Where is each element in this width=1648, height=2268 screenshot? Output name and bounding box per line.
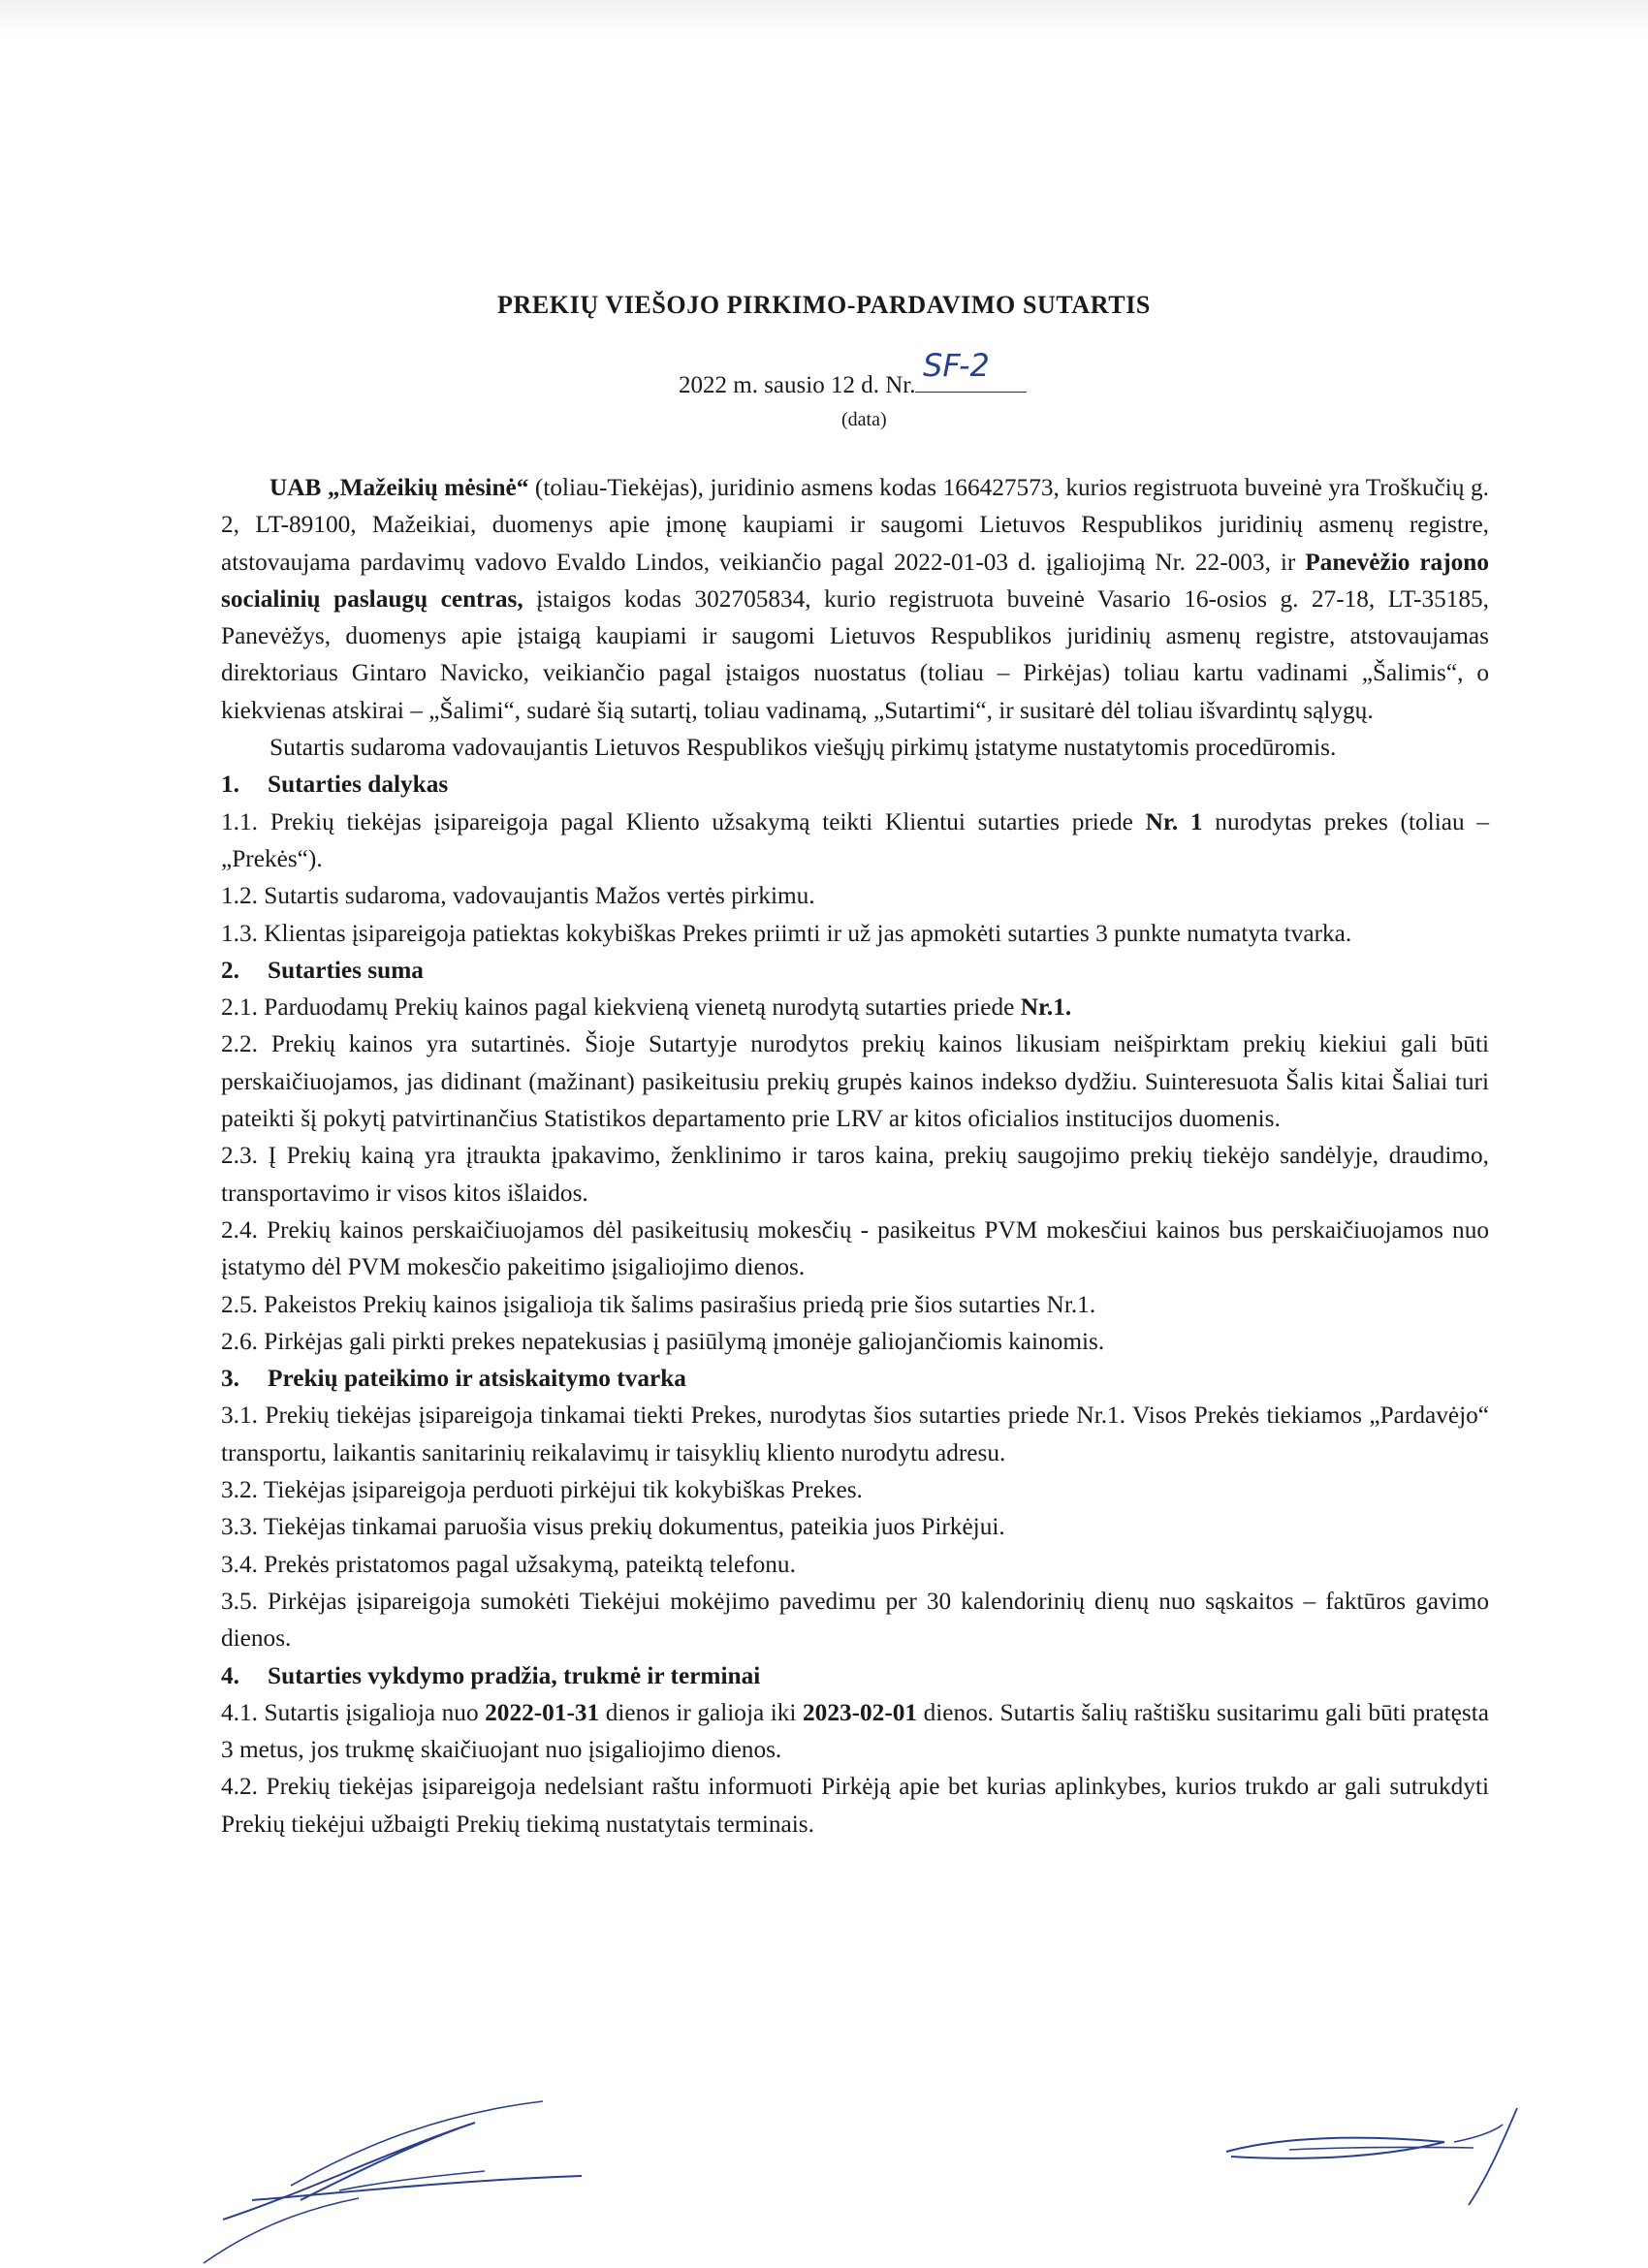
contract-number-slot — [915, 347, 1027, 393]
clause-1-3: 1.3. Klientas įsipareigoja patiektas kokybiškas Prekes priimti ir už jas apmokėti sutarties 3 punkte numatyta tvarka. — [221, 919, 1352, 947]
seller-details: (toliau-Tiekėjas), juridinio asmens kodas 166427573, kurios registruota buveinė yra Troškučių g. 2, LT-89100, Mažeikiai, duomenys apie įmonę kaupiami ir saugomi Lietuvos Respublikos juridinių asmenų registre, atstovaujama pardavimų vadovo Evaldo Lindos, veikiančio pagal 2022-01-03 d. įgaliojimą Nr. 22-003, ir — [221, 474, 1489, 576]
section-2-heading: 2. Sutarties suma — [221, 956, 424, 984]
intro-paragraph: Sutartis sudaroma vadovaujantis Lietuvos Respublikos viešųjų pirkimų įstatyme nustatytomis procedūromis. — [269, 734, 1337, 762]
clause-1-2: 1.2. Sutartis sudaroma, vadovaujantis Mažos vertės pirkimu. — [221, 882, 815, 910]
section-1-heading: 1. Sutarties dalykas — [221, 771, 449, 799]
handwritten-contract-number — [917, 343, 1033, 392]
clause-2-4: 2.4. Prekių kainos perskaičiuojamos dėl pasikeitusių mokesčių - pasikeitus PVM mokesčiui kainos bus perskaičiuojamos nuo įstatymo dėl PVM mokesčio pakeitimo įsigaliojimo dienos. — [221, 1215, 1489, 1281]
clause-3-2: 3.2. Tiekėjas įsipareigoja perduoti pirkėjui tik kokybiškas Prekes. — [221, 1476, 863, 1504]
signature-left — [194, 2084, 679, 2268]
contract-body — [221, 469, 1489, 1843]
date-line — [679, 347, 1027, 399]
date-caption: (data) — [841, 409, 887, 430]
clause-2-2: 2.2. Prekių kainos yra sutartinės. Šioje Sutartyje nurodytos prekių kainos likusiam neišpirktam prekių kiekiui gali būti perskaičiuojamos, jas didinant (mažinant) pasikeitusiu prekių grupės kainos indekso dydžiu. Suinteresuota Šalis kitai Šaliai turi pateikti šį pokytį patvirtinančius Statistikos departamento prie LRV ar kitos oficialios institucijos duomenis. — [221, 1030, 1489, 1133]
scan-edge-shadow — [0, 0, 1648, 37]
section-3-heading: 3. Prekių pateikimo ir atsiskaitymo tvarka — [221, 1365, 686, 1393]
clause-2-3: 2.3. Į Prekių kainą yra įtraukta įpakavimo, ženklinimo ir taros kaina, prekių saugojimo prekių tiekėjo sandėlyje, draudimo, transportavimo ir visos kitos išlaidos. — [221, 1142, 1489, 1207]
clause-3-1: 3.1. Prekių tiekėjas įsipareigoja tinkamai tiekti Prekes, nurodytas šios sutarties priede Nr.1. Visos Prekės tiekiamos „Pardavėjo“ transportu, laikantis sanitarinių reikalavimų ir taisyklių kliento nurodytu adresu. — [221, 1402, 1489, 1466]
clause-2-5: 2.5. Pakeistos Prekių kainos įsigalioja tik šalims pasirašius priedą prie šios sutarties Nr.1. — [221, 1290, 1096, 1318]
clause-3-3: 3.3. Tiekėjas tinkamai paruošia visus prekių dokumentus, pateikia juos Pirkėjui. — [221, 1513, 1005, 1541]
parties-paragraph — [221, 469, 1489, 729]
buyer-name: Panevėžio rajono socialinių paslaugų centras, — [221, 548, 1489, 613]
svg-text:SF-2: SF-2 — [923, 347, 991, 384]
clause-4-1: 4.1. Sutartis įsigalioja nuo 2022-01-31 dienos ir galioja iki 2023-02-01 dienos. Sutartis šalių raštišku susitarimu gali būti pratęsta 3 metus, jos trukmę skaičiuojant nuo įsigaliojimo dienos. — [221, 1698, 1489, 1764]
signature-right — [1212, 2103, 1532, 2210]
buyer-details: įstaigos kodas 302705834, kurio registruota buveinė Vasario 16-osios g. 27-18, LT-35185, Panevėžys, duomenys apie įstaigą kaupiami ir saugomi Lietuvos Respublikos juridinių asmenų registre, atstovaujamas direktoriaus Gintaro Navicko, veikiančio pagal įstaigos nuostatus (toliau – Pirkėjas) toliau kartu vadinami „Šalimis“, o kiekvienas atskirai – „Šalimi“, sudarė šią sutartį, toliau vadinamą, „Sutartimi“, ir susitarė dėl toliau išvardintų sąlygų. — [221, 584, 1490, 724]
clause-2-1: 2.1. Parduodamų Prekių kainos pagal kiekvieną vienetą nurodytą sutarties priede Nr.1. — [221, 993, 1072, 1022]
date-text: 2022 m. sausio 12 d. Nr. — [679, 372, 916, 398]
seller-name: UAB „Mažeikių mėsinė“ — [269, 474, 529, 501]
clause-4-2: 4.2. Prekių tiekėjas įsipareigoja nedelsiant raštu informuoti Pirkėją apie bet kurias aplinkybes, kurios trukdo ar gali sutrukdyti Prekių tiekėjui užbaigti Prekių tiekimą nustatytais terminais. — [221, 1773, 1489, 1838]
section-4-heading: 4. Sutarties vykdymo pradžia, trukmė ir terminai — [221, 1661, 761, 1689]
clause-2-6: 2.6. Pirkėjas gali pirkti prekes nepatekusias į pasiūlymą įmonėje galiojančiomis kainomis. — [221, 1327, 1105, 1355]
clause-3-5: 3.5. Pirkėjas įsipareigoja sumokėti Tiekėjui mokėjimo pavedimu per 30 kalendorinių dienų nuo sąskaitos – faktūros gavimo dienos. — [221, 1587, 1489, 1653]
clause-3-4: 3.4. Prekės pristatomos pagal užsakymą, pateiktą telefonu. — [221, 1550, 796, 1578]
clause-1-1: 1.1. Prekių tiekėjas įsipareigoja pagal Kliento užsakymą teikti Klientui sutarties priede Nr. 1 nurodytas prekes (toliau – „Prekės“). — [221, 807, 1489, 872]
document-title: PREKIŲ VIEŠOJO PIRKIMO-PARDAVIMO SUTARTIS — [496, 291, 1151, 319]
